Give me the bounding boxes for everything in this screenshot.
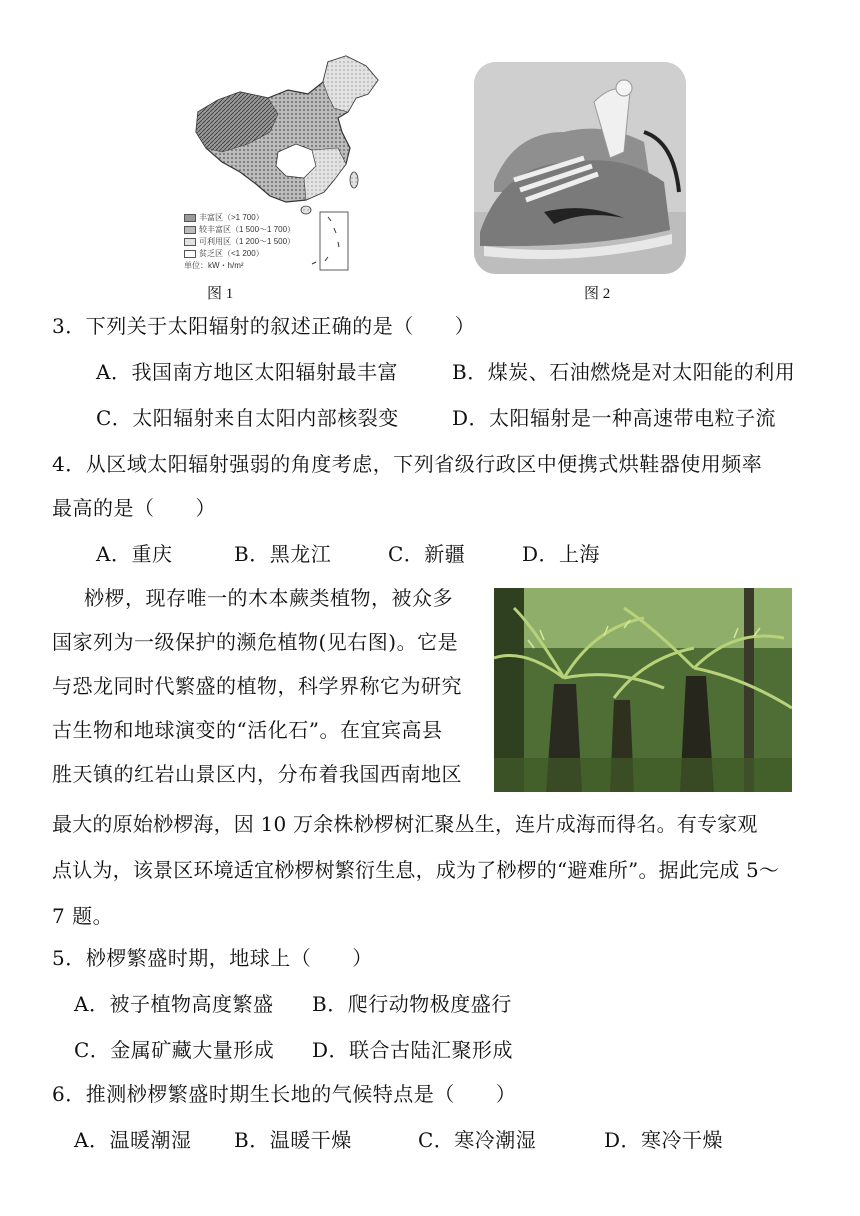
- passage-line: 古生物和地球演变的“活化石”。在宜宾高县: [52, 718, 443, 742]
- question-5-option-a: A．被子植物高度繁盛: [74, 992, 274, 1016]
- solar-radiation-map: [178, 52, 388, 274]
- question-4-option-b: B．黑龙江: [234, 542, 332, 566]
- legend-item: 较丰富区（1 500～1 700）: [184, 224, 295, 236]
- tree-fern-photo: [494, 588, 792, 792]
- question-6-stem: 6．推测桫椤繁盛时期生长地的气候特点是（ ）: [52, 1082, 517, 1106]
- legend-item: 贫乏区（<1 200）: [184, 248, 295, 260]
- passage-line: 胜天镇的红岩山景区内，分布着我国西南地区: [52, 762, 462, 786]
- question-3-option-d: D．太阳辐射是一种高速带电粒子流: [452, 406, 777, 430]
- question-5-option-c: C．金属矿藏大量形成: [74, 1038, 275, 1062]
- passage-line: 点认为，该景区环境适宜桫椤树繁衍生息，成为了桫椤的“避难所”。据此完成 5～: [52, 858, 780, 882]
- passage-line: 7 题。: [52, 904, 114, 928]
- question-4-stem-cont: 最高的是（ ）: [52, 496, 216, 520]
- passage-line: 桫椤，现存唯一的木本蕨类植物，被众多: [84, 586, 453, 610]
- shoe-dryer-photo: [474, 62, 686, 274]
- question-5-stem: 5．桫椤繁盛时期，地球上（ ）: [52, 946, 373, 970]
- legend-item: 丰富区（>1 700）: [184, 212, 295, 224]
- figure-1-caption: 图 1: [207, 286, 234, 302]
- question-5-option-d: D．联合古陆汇聚形成: [312, 1038, 514, 1062]
- map-legend: [184, 212, 295, 272]
- question-4-option-c: C．新疆: [388, 542, 466, 566]
- legend-item: 可利用区（1 200～1 500）: [184, 236, 295, 248]
- question-4-option-d: D．上海: [522, 542, 601, 566]
- passage-line: 最大的原始桫椤海，因 10 万余株桫椤树汇聚丛生，连片成海而得名。有专家观: [52, 812, 758, 836]
- figure-2-caption: 图 2: [584, 286, 611, 302]
- question-6-option-b: B．温暖干燥: [234, 1128, 352, 1152]
- question-6-option-d: D．寒冷干燥: [604, 1128, 724, 1152]
- question-3-option-a: A．我国南方地区太阳辐射最丰富: [96, 360, 398, 384]
- question-6-option-c: C．寒冷潮湿: [418, 1128, 537, 1152]
- question-3-stem: 3．下列关于太阳辐射的叙述正确的是（ ）: [52, 314, 476, 338]
- question-3-option-c: C．太阳辐射来自太阳内部核裂变: [96, 406, 399, 430]
- question-5-option-b: B．爬行动物极度盛行: [312, 992, 512, 1016]
- legend-unit: 单位：kW・h/m²: [184, 261, 244, 270]
- passage-line: 与恐龙同时代繁盛的植物，科学界称它为研究: [52, 674, 462, 698]
- question-4-option-a: A．重庆: [96, 542, 173, 566]
- question-6-option-a: A．温暖潮湿: [74, 1128, 192, 1152]
- question-3-option-b: B．煤炭、石油燃烧是对太阳能的利用: [452, 360, 796, 384]
- question-4-stem: 4．从区域太阳辐射强弱的角度考虑，下列省级行政区中便携式烘鞋器使用频率: [52, 452, 763, 476]
- passage-line: 国家列为一级保护的濒危植物(见右图)。它是: [52, 630, 459, 654]
